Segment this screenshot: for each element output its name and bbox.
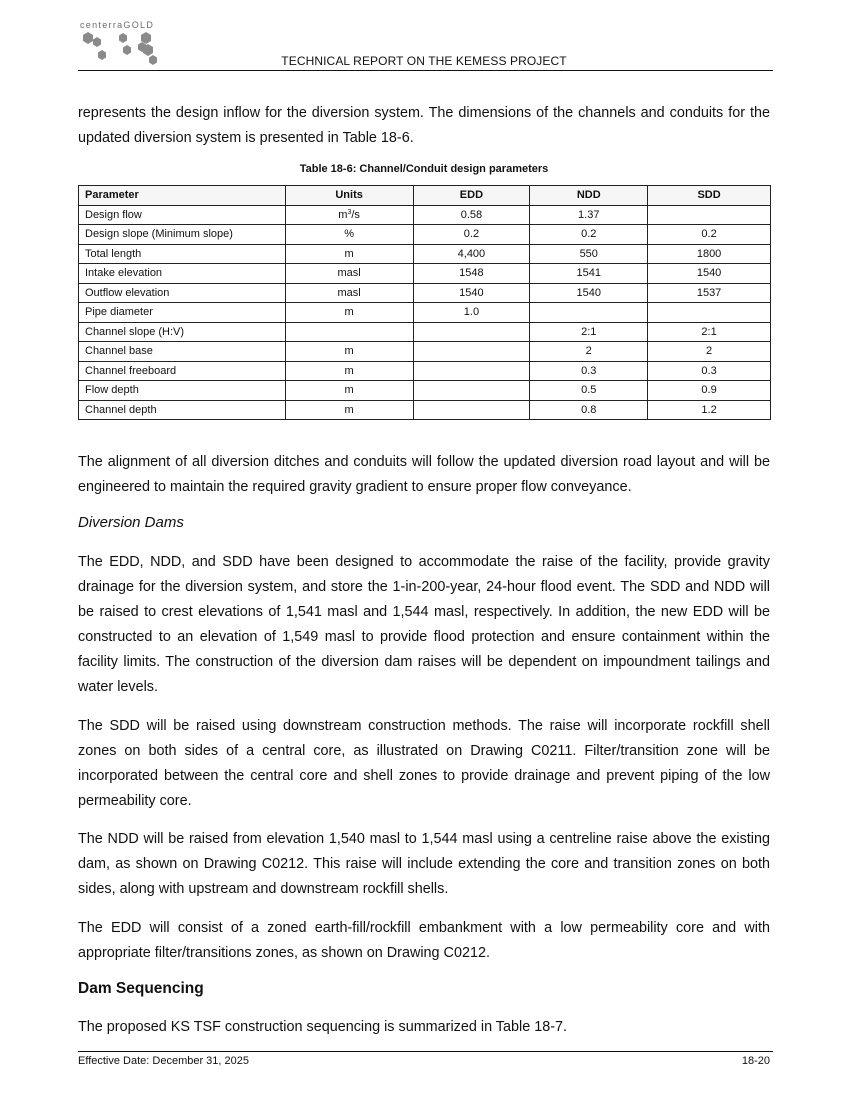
- report-title: TECHNICAL REPORT ON THE KEMESS PROJECT: [281, 54, 567, 68]
- header-divider: [78, 70, 773, 71]
- units-superscript: 3: [347, 208, 352, 216]
- table-row: [79, 381, 771, 401]
- cell-sdd: [648, 303, 771, 323]
- cell-units: m: [285, 361, 413, 381]
- hexagon-cluster-icon: [80, 30, 170, 68]
- cell-sdd: 1540: [648, 264, 771, 284]
- cell-ndd: 0.8: [530, 400, 648, 420]
- cell-parameter: Design flow: [79, 205, 286, 225]
- dam-sequencing-paragraph: The proposed KS TSF construction sequencing is summarized in Table 18-7.: [78, 1019, 568, 1035]
- cell-ndd: 1541: [530, 264, 648, 284]
- diversion-dams-paragraph-4: The EDD will consist of a zoned earth-fill/rockfill embankment with a low permeability core and with appropriate filter/transitions zones, as shown on Drawing C0212.: [78, 920, 770, 961]
- diversion-dams-paragraph-3: The NDD will be raised from elevation 1,540 masl to 1,544 masl using a centreline raise above the existing dam, as shown on Drawing C0212. This raise will include extending the core and transition zones on both sides, along with upstream and downstream rockfill shells.: [78, 831, 770, 897]
- cell-sdd: 0.2: [648, 225, 771, 245]
- cell-ndd: 550: [530, 244, 648, 264]
- cell-edd: 1540: [413, 283, 530, 303]
- cell-edd: 4,400: [413, 244, 530, 264]
- cell-ndd: 0.5: [530, 381, 648, 401]
- cell-units: m: [285, 303, 413, 323]
- cell-sdd: 1.2: [648, 400, 771, 420]
- channel-conduit-table: [78, 185, 771, 420]
- cell-ndd: 0.2: [530, 225, 648, 245]
- cell-sdd: 2:1: [648, 322, 771, 342]
- table-row: [79, 264, 771, 284]
- cell-units: m: [285, 244, 413, 264]
- header-units: Units: [285, 186, 413, 206]
- cell-sdd: 1537: [648, 283, 771, 303]
- cell-sdd: [648, 205, 771, 225]
- company-logo: [80, 20, 170, 68]
- cell-units: masl: [285, 283, 413, 303]
- logo-wordmark: centerraGOLD: [80, 20, 155, 30]
- table-header-row: [79, 186, 771, 206]
- cell-units: m: [285, 342, 413, 362]
- header-parameter: Parameter: [79, 186, 286, 206]
- header-edd: EDD: [413, 186, 530, 206]
- cell-edd: [413, 361, 530, 381]
- cell-ndd: 1540: [530, 283, 648, 303]
- cell-edd: 0.2: [413, 225, 530, 245]
- cell-parameter: Intake elevation: [79, 264, 286, 284]
- cell-units: [285, 205, 413, 225]
- cell-units: m: [285, 400, 413, 420]
- table-caption: Table 18-6: Channel/Conduit design parameters: [299, 163, 549, 175]
- intro-paragraph: represents the design inflow for the diversion system. The dimensions of the channels and conduits for the updated diversion system is presented in Table 18-6.: [78, 105, 770, 146]
- cell-edd: 0.58: [413, 205, 530, 225]
- table-row: [79, 225, 771, 245]
- table-row: [79, 283, 771, 303]
- cell-ndd: 0.3: [530, 361, 648, 381]
- cell-parameter: Channel slope (H:V): [79, 322, 286, 342]
- cell-parameter: Design slope (Minimum slope): [79, 225, 286, 245]
- table-row: [79, 322, 771, 342]
- cell-edd: 1.0: [413, 303, 530, 323]
- table-row: [79, 400, 771, 420]
- cell-units: masl: [285, 264, 413, 284]
- cell-ndd: 2:1: [530, 322, 648, 342]
- units-tail: /s: [351, 208, 360, 221]
- header-sdd: SDD: [648, 186, 771, 206]
- table-row: [79, 342, 771, 362]
- cell-parameter: Pipe diameter: [79, 303, 286, 323]
- units-base: m: [338, 208, 348, 221]
- cell-edd: 1548: [413, 264, 530, 284]
- cell-units: [285, 322, 413, 342]
- cell-edd: [413, 381, 530, 401]
- diversion-dams-paragraph-1: The EDD, NDD, and SDD have been designed to accommodate the raise of the facility, provide gravity drainage for the diversion system, and store the 1-in-200-year, 24-hour flood event. The SDD and NDD will be raised to crest elevations of 1,541 masl and 1,544 masl, respectively. In addition, the new EDD will be constructed to an elevation of 1,549 masl to provide flood protection and ensure containment within the facility limits. The construction of the diversion dam raises will be dependent on impoundment tailings and water levels.: [78, 554, 770, 695]
- effective-date: Effective Date: December 31, 2025: [78, 1055, 250, 1067]
- cell-units: m: [285, 381, 413, 401]
- footer-divider: [78, 1051, 773, 1052]
- cell-units: %: [285, 225, 413, 245]
- cell-edd: [413, 400, 530, 420]
- cell-parameter: Channel depth: [79, 400, 286, 420]
- cell-parameter: Total length: [79, 244, 286, 264]
- cell-sdd: 2: [648, 342, 771, 362]
- table-row: [79, 205, 771, 225]
- cell-ndd: 2: [530, 342, 648, 362]
- cell-parameter: Flow depth: [79, 381, 286, 401]
- cell-parameter: Channel base: [79, 342, 286, 362]
- diversion-dams-heading: Diversion Dams: [78, 514, 184, 531]
- cell-ndd: 1.37: [530, 205, 648, 225]
- header-ndd: NDD: [530, 186, 648, 206]
- cell-sdd: 1800: [648, 244, 771, 264]
- cell-edd: [413, 342, 530, 362]
- cell-parameter: Outflow elevation: [79, 283, 286, 303]
- cell-ndd: [530, 303, 648, 323]
- table-row: [79, 244, 771, 264]
- page-number: 18-20: [741, 1055, 770, 1067]
- diversion-dams-paragraph-2: The SDD will be raised using downstream construction methods. The raise will incorporate rockfill shell zones on both sides of a central core, as illustrated on Drawing C0211. Filter/transition zone will be incorporated between the central core and shell zones to provide drainage and prevent piping of the low permeability core.: [78, 718, 770, 809]
- cell-edd: [413, 322, 530, 342]
- cell-parameter: Channel freeboard: [79, 361, 286, 381]
- cell-sdd: 0.3: [648, 361, 771, 381]
- cell-sdd: 0.9: [648, 381, 771, 401]
- table-row: [79, 361, 771, 381]
- alignment-paragraph: The alignment of all diversion ditches and conduits will follow the updated diversion road layout and will be engineered to maintain the required gravity gradient to ensure proper flow conveyance.: [78, 454, 770, 495]
- table-row: [79, 303, 771, 323]
- dam-sequencing-heading: Dam Sequencing: [78, 980, 204, 997]
